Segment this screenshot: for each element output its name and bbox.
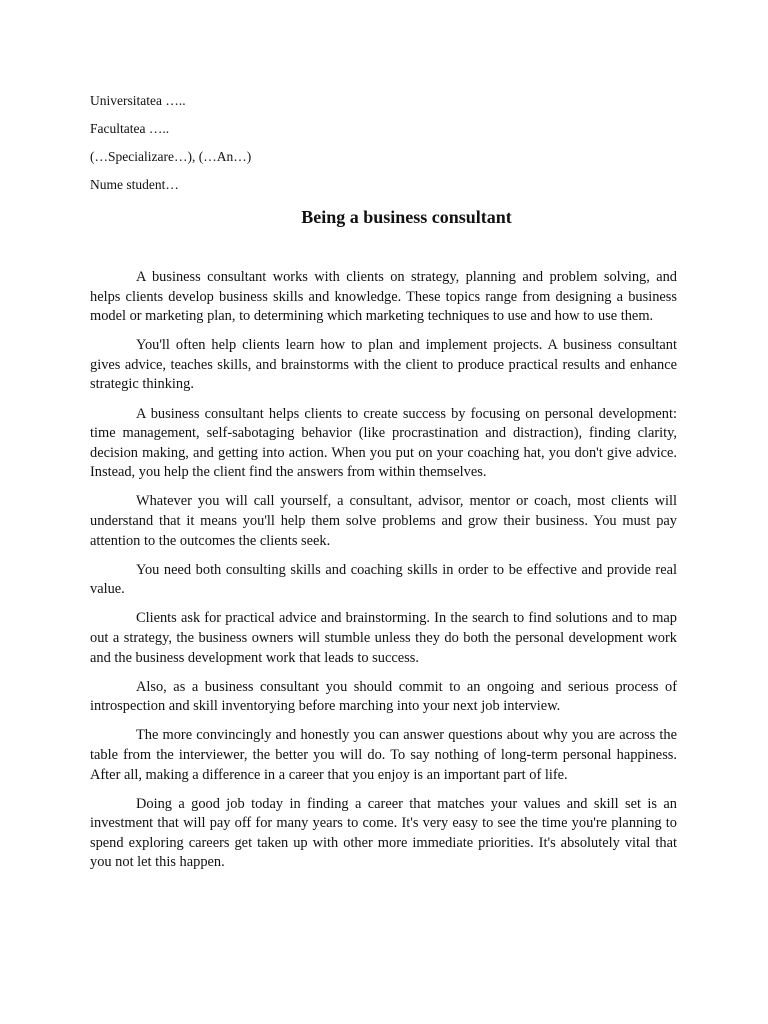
university-line: Universitatea ….. <box>90 93 186 108</box>
paragraph: You'll often help clients learn how to plan and implement projects. A business consultant gives advice, teaches skills, and brainstorms with the client to produce practical results and enhance strategic thinking. <box>90 337 677 393</box>
paragraph: Clients ask for practical advice and brainstorming. In the search to find solutions and to map out a strategy, the business owners will stumble unless they do both the personal development work and the business development work that leads to success. <box>90 610 677 666</box>
document-title: Being a business consultant <box>301 207 512 227</box>
paragraph: You need both consulting skills and coaching skills in order to be effective and provide real value. <box>90 561 677 598</box>
paragraph: Doing a good job today in finding a career that matches your values and skill set is an investment that will pay off for many years to come. It's very easy to see the time you're planning to spend exploring careers get taken up with other more immediate priorities. It's absolutely vital that you not let this happen. <box>90 795 677 871</box>
document-body <box>90 268 677 883</box>
faculty-line: Facultatea ….. <box>90 121 170 136</box>
paragraph: Also, as a business consultant you should commit to an ongoing and serious process of introspection and skill inventorying before marching into your next job interview. <box>90 678 677 715</box>
paragraph: A business consultant helps clients to create success by focusing on personal development: time management, self-sabotaging behavior (like procrastination and distraction), finding clarity, decision making, and getting into action. When you put on your coaching hat, you don't give advice. Instead, you help the client find the answers from within themselves. <box>90 405 677 481</box>
student-name-line: Nume student… <box>90 177 179 192</box>
paragraph: Whatever you will call yourself, a consultant, advisor, mentor or coach, most clients will understand that it means you'll help them solve problems and grow their business. You must pay attention to the outcomes the clients seek. <box>90 493 677 549</box>
paragraph: The more convincingly and honestly you can answer questions about why you are across the table from the interviewer, the better you will do. To say nothing of long-term personal happiness. After all, making a difference in a career that you enjoy is an important part of life. <box>90 727 677 783</box>
paragraph: A business consultant works with clients on strategy, planning and problem solving, and helps clients develop business skills and knowledge. These topics range from designing a business model or marketing plan, to determining which marketing techniques to use and how to use them. <box>90 269 677 325</box>
specialization-year-line: (…Specializare…), (…An…) <box>90 149 252 164</box>
